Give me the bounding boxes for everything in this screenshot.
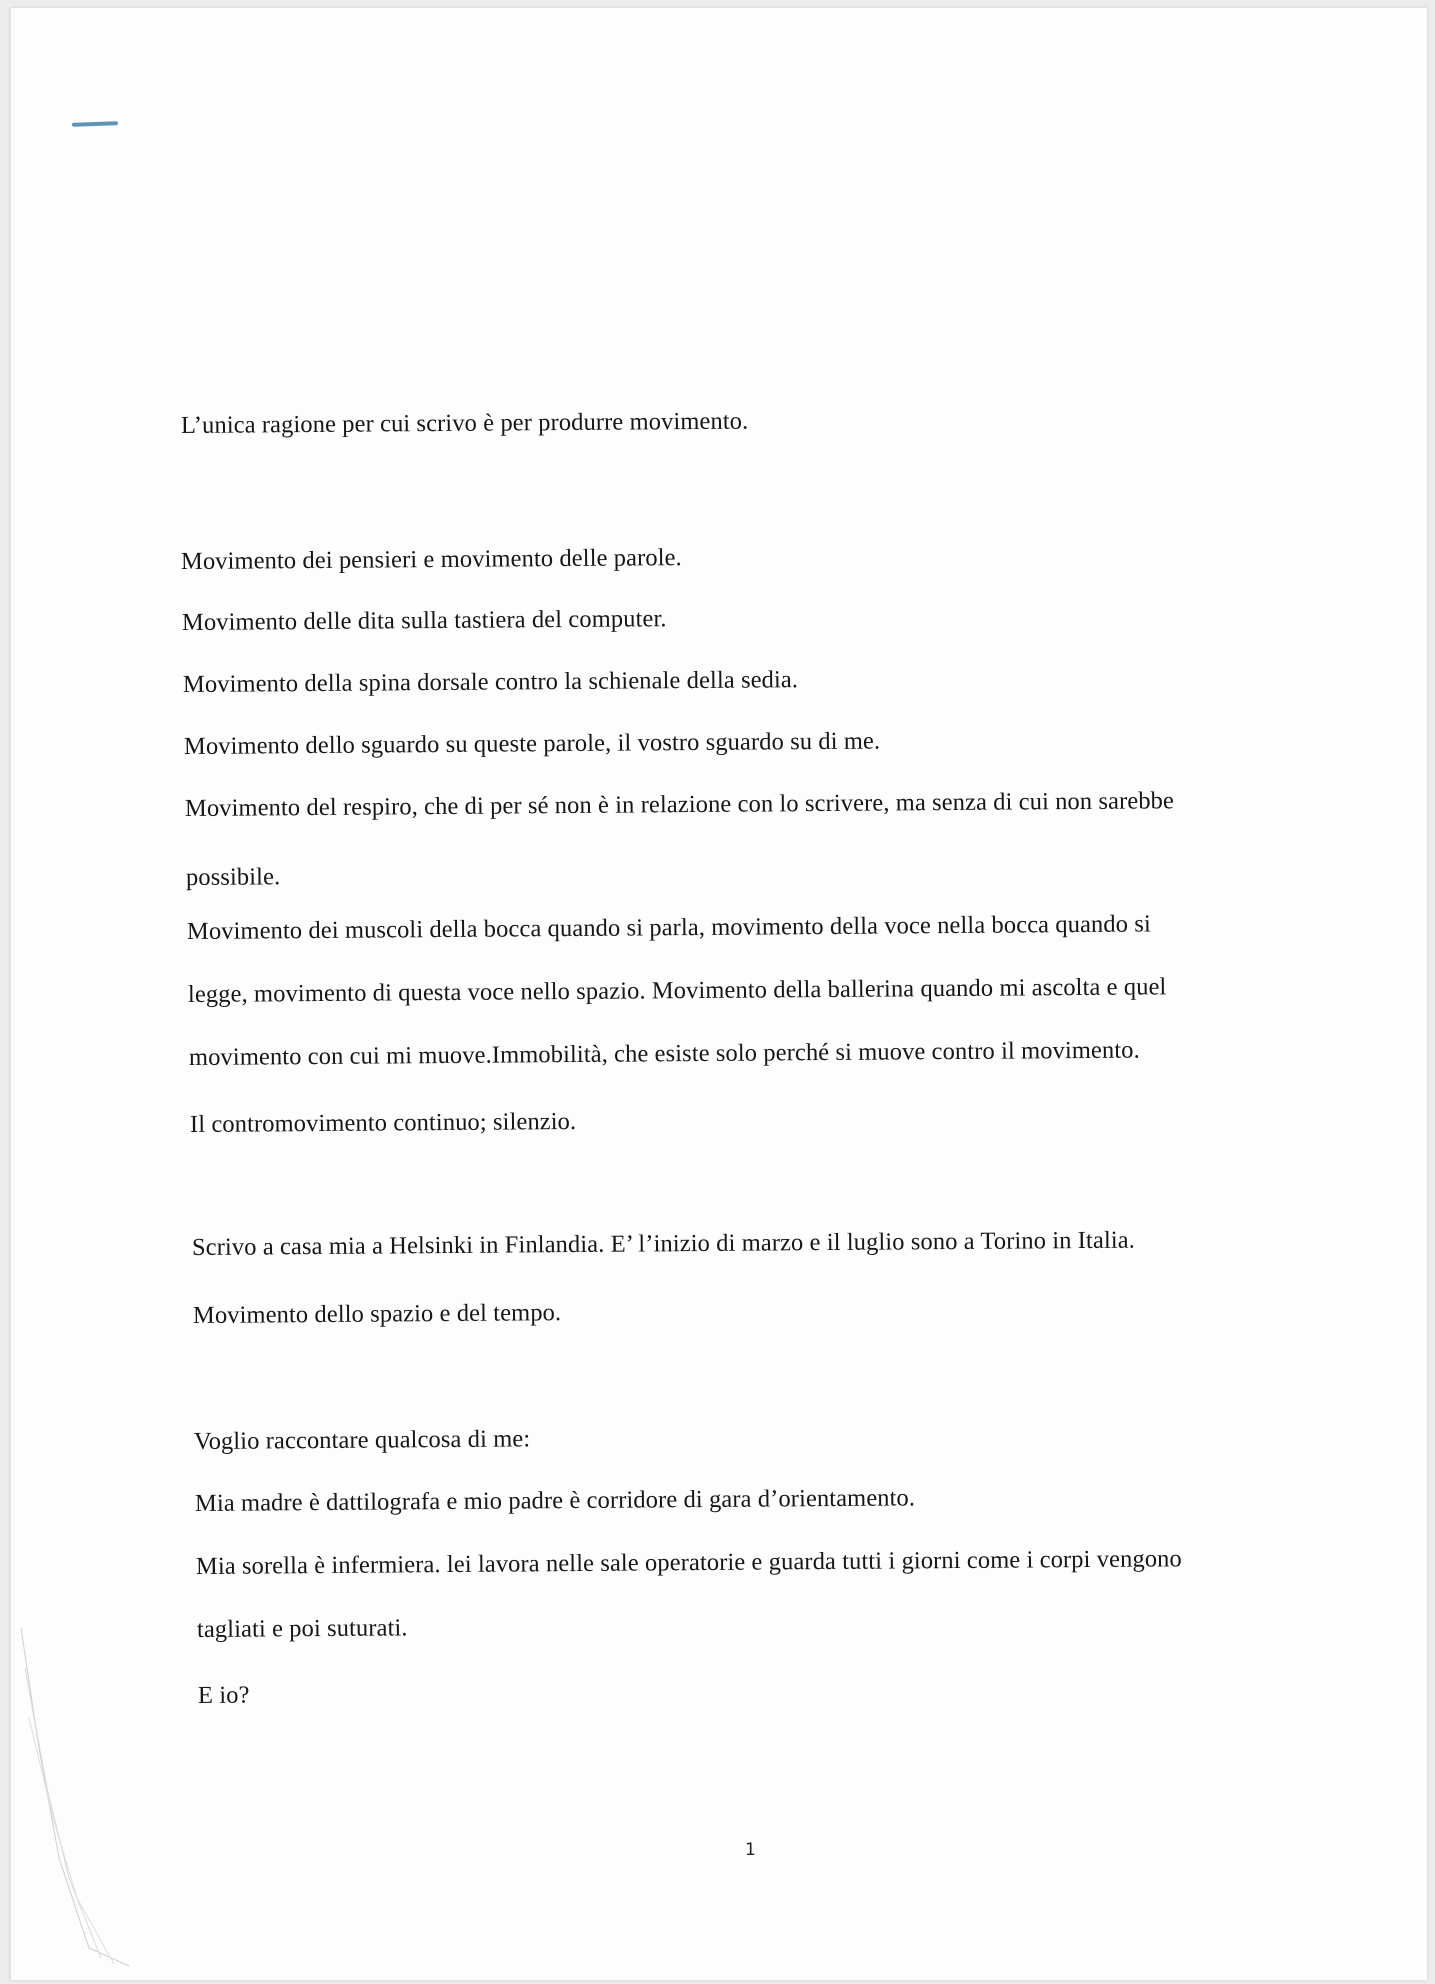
text-line: Movimento della spina dorsale contro la schienale della sedia. (182, 666, 799, 698)
text-line: possibile. (185, 863, 281, 891)
text-line: Movimento dello sguardo su queste parole, il vostro sguardo su di me. (183, 727, 881, 760)
text-line: Movimento delle dita sulla tastiera del computer. (181, 605, 667, 636)
text-line: legge, movimento di questa voce nello spazio. Movimento della ballerina quando mi ascolta e quel (187, 973, 1167, 1008)
text-line: Mia sorella è infermiera. lei lavora nelle sale operatorie e guarda tutti i giorni come i corpi vengono (195, 1545, 1182, 1580)
text-line: Movimento del respiro, che di per sé non è in relazione con lo scrivere, ma senza di cui non sarebbe (184, 787, 1175, 822)
text-line: Movimento dei muscoli della bocca quando si parla, movimento della voce nella bocca quando si (186, 910, 1151, 945)
text-line: Il contromovimento continuo; silenzio. (189, 1107, 577, 1138)
folded-page-edges (19, 1628, 139, 1968)
text-line: movimento con cui mi muove.Immobilità, che esiste solo perché si muove contro il movimento. (188, 1036, 1140, 1071)
text-line: Voglio raccontare qualcosa di me: (193, 1425, 531, 1455)
staple-mark (72, 121, 118, 127)
text-line: tagliati e poi suturati. (196, 1614, 408, 1643)
text-line: Movimento dello spazio e del tempo. (192, 1299, 562, 1329)
text-line: Movimento dei pensieri e movimento delle parole. (180, 544, 682, 575)
text-line: Scrivo a casa mia a Helsinki in Finlandia. E’ l’inizio di marzo e il luglio sono a Torino in Italia. (191, 1226, 1136, 1261)
text-line: L’unica ragione per cui scrivo è per produrre movimento. (180, 407, 749, 439)
document-page (10, 8, 1427, 1980)
text-line: Mia madre è dattilografa e mio padre è corridore di gara d’orientamento. (194, 1484, 916, 1517)
page-number: 1 (745, 1840, 756, 1860)
text-line: E io? (197, 1681, 250, 1709)
